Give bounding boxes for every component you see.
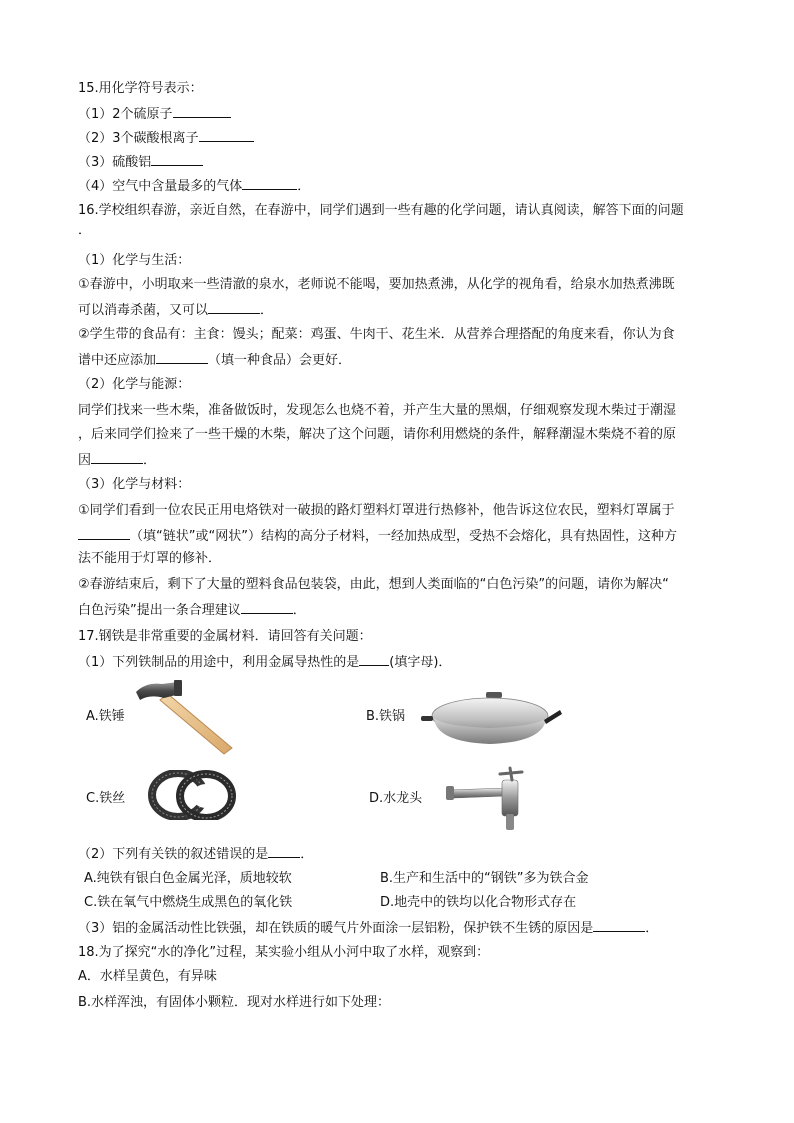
- q15-item-4: （4）空气中含量最多的气体 ．: [78, 176, 310, 196]
- q16-section-3: （3）化学与材料：: [78, 477, 191, 492]
- q17-title: 17.钢铁是非常重要的金属材料．请回答有关问题：: [78, 629, 372, 644]
- q15-item-1: （1）2个硫原子: [78, 104, 231, 124]
- q16-s1-a-line2: 可以消毒杀菌，又可以 ．: [78, 300, 273, 320]
- q18-title: 18.为了探究“水的净化”过程，某实验小组从小河中取了水样，观察到：: [78, 945, 490, 960]
- option-c-label: C.铁丝: [86, 791, 126, 806]
- answer-blank[interactable]: [151, 152, 203, 166]
- q17-choice-d: D.地壳中的铁均以化合物形式存在: [380, 895, 577, 910]
- answer-blank[interactable]: [593, 918, 645, 932]
- q16-s2-line2: ，后来同学们捡来了一些干燥的木柴，解决了这个问题，请你利用燃烧的条件，解释潮湿木柴烧不着的原: [78, 427, 677, 442]
- answer-blank[interactable]: [359, 652, 389, 666]
- q16-s3-b-line2: 白色污染”提出一条合理建议 ．: [78, 600, 306, 620]
- answer-blank[interactable]: [199, 128, 254, 142]
- answer-blank[interactable]: [78, 526, 130, 540]
- q17-part-3: （3）铝的金属活动性比铁强，却在铁质的暖气片外面涂一层铝粉，保护铁不生锈的原因是 ．: [78, 918, 658, 938]
- q16-title-end: ．: [78, 223, 92, 238]
- q16-section-1: （1）化学与生活：: [78, 253, 191, 268]
- q17-choice-a: A.纯铁有银白色金属光泽，质地较软: [84, 871, 292, 886]
- q18-observation-a: A．水样呈黄色，有异味: [78, 969, 217, 984]
- q16-s2-line1: 同学们找来一些木柴，准备做饭时，发现怎么也烧不着，并产生大量的黑烟，仔细观察发现木柴过于潮湿: [78, 403, 677, 418]
- answer-blank[interactable]: [173, 104, 231, 118]
- q16-section-2: （2）化学与能源：: [78, 377, 191, 392]
- q18-observation-b: B.水样浑浊，有固体小颗粒．现对水样进行如下处理：: [78, 995, 391, 1010]
- q16-title: 16.学校组织春游，亲近自然，在春游中，同学们遇到一些有趣的化学问题，请认真阅读，解答下面的问题: [78, 203, 684, 218]
- answer-blank[interactable]: [156, 350, 208, 364]
- q16-s3-a-line1: ①同学们看到一位农民正用电烙铁对一破损的路灯塑料灯罩进行热修补，他告诉这位农民，塑料灯罩属于: [78, 503, 675, 518]
- wire-coil-image: [148, 770, 238, 824]
- q15-title: 15.用化学符号表示：: [78, 81, 203, 96]
- q17-part-1: （1）下列铁制品的用途中，利用金属导热性的是 (填字母)．: [78, 652, 451, 672]
- option-d-label: D.水龙头: [369, 791, 423, 806]
- q17-choice-c: C.铁在氧气中燃烧生成黑色的氧化铁: [84, 895, 293, 910]
- q17-part-2: （2）下列有关铁的叙述错误的是 ．: [78, 844, 313, 864]
- q16-s3-a-line3: 法不能用于灯罩的修补．: [78, 551, 222, 566]
- q16-s2-line3: 因 ．: [78, 450, 156, 470]
- hammer-image: [130, 678, 240, 762]
- pan-image: [418, 690, 563, 754]
- q17-choice-b: B.生产和生活中的“钢铁”多为铁合金: [380, 871, 589, 886]
- option-b-label: B.铁锅: [366, 709, 406, 724]
- faucet-image: [446, 766, 536, 840]
- q16-s1-b-line1: ②学生带的食品有：主食：馒头；配菜：鸡蛋、牛肉干、花生米．从营养合理搭配的角度来看，你认为食: [78, 327, 675, 342]
- q16-s1-b-line2: 谱中还应添加 （填一种食品）会更好．: [78, 350, 351, 370]
- answer-blank[interactable]: [242, 176, 297, 190]
- option-a-label: A.铁锤: [86, 709, 125, 724]
- q16-s3-b-line1: ②春游结束后，剩下了大量的塑料食品包装袋，由此，想到人类面临的“白色污染”的问题，请你为解决“: [78, 577, 669, 592]
- answer-blank[interactable]: [91, 450, 143, 464]
- answer-blank[interactable]: [268, 844, 300, 858]
- q16-s1-a-line1: ①春游中，小明取来一些清澈的泉水，老师说不能喝，要加热煮沸，从化学的视角看，给泉水加热煮沸既: [78, 277, 675, 292]
- answer-blank[interactable]: [241, 600, 293, 614]
- q15-item-2: （2）3个碳酸根离子: [78, 128, 254, 148]
- answer-blank[interactable]: [208, 300, 260, 314]
- q15-item-3: （3）硫酸铝: [78, 152, 203, 172]
- q16-s3-a-line2: （填“链状”或“网状”）结构的高分子材料，一经加热成型，受热不会熔化，具有热固性，这种方: [78, 526, 677, 546]
